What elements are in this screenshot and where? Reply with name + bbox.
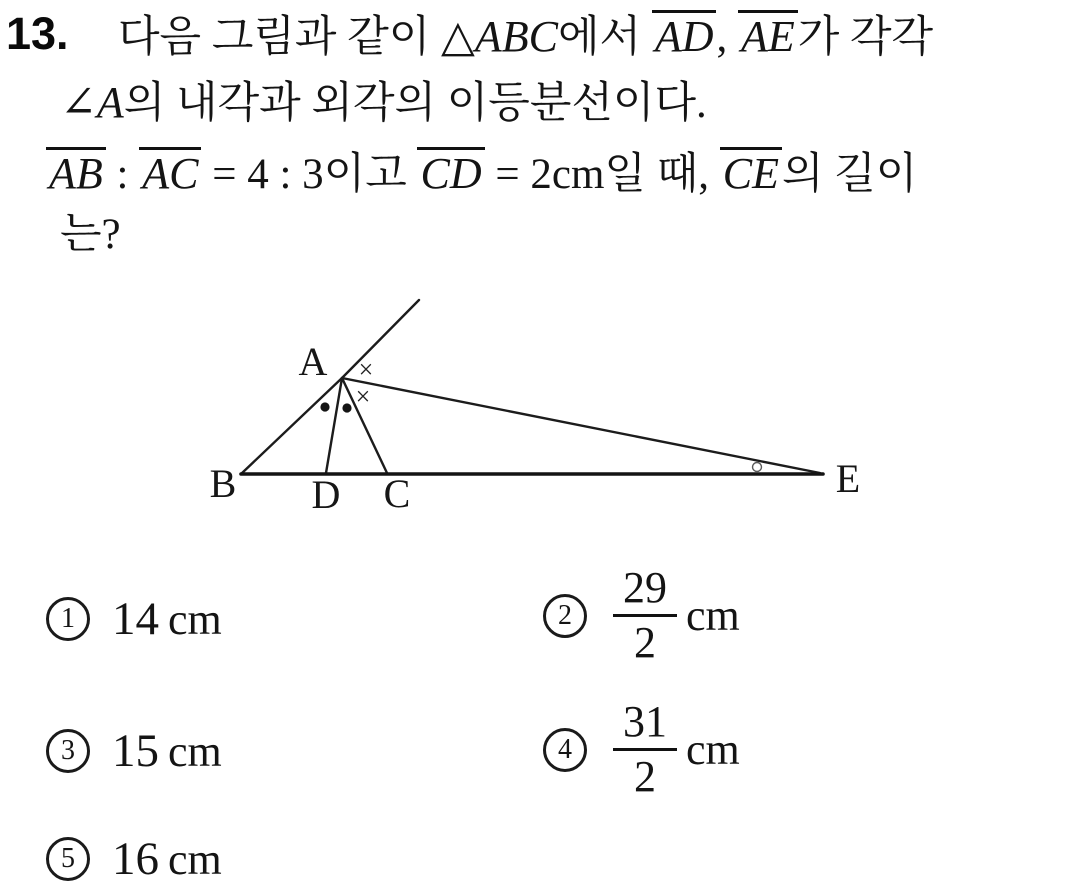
segment-BA: [241, 378, 342, 474]
choice-5-value: 16: [112, 833, 159, 885]
text-segment: 의 길이: [781, 151, 918, 198]
text-segment: 는?: [60, 211, 121, 258]
fraction-numerator: 29: [613, 565, 677, 617]
choice-4-circled-number: 4: [543, 728, 587, 772]
choice-4: [543, 699, 740, 800]
math-overline-AB: AB: [46, 147, 106, 197]
text-segment: 의 내각과 외각의 이등분선이다.: [123, 80, 707, 127]
choice-1-value: 14: [112, 593, 159, 645]
choice-4-fraction: [613, 699, 677, 800]
math-overline-AC: AC: [139, 147, 201, 197]
choice-3-circled-number: 3: [46, 729, 90, 773]
problem-number: 13.: [6, 8, 69, 59]
vertex-label-C: C: [383, 471, 411, 516]
text-segment: 일 때,: [604, 151, 720, 198]
angle-cross-mark-1: ×: [358, 355, 374, 384]
math-overline-CE: CE: [720, 147, 782, 197]
text-segment: :: [105, 151, 140, 198]
choice-3-value: 15: [112, 725, 159, 777]
text-segment: ,: [716, 14, 738, 61]
unit-label: cm: [551, 151, 605, 198]
choice-5-unit: cm: [168, 834, 222, 884]
segment-AE: [342, 378, 820, 473]
choice-5-circled-number: 5: [46, 837, 90, 881]
segment-AC: [342, 378, 387, 473]
choice-1: [46, 592, 222, 646]
problem-line-3: [46, 147, 917, 201]
text-segment: 다음 그림과 같이: [118, 14, 442, 61]
ratio-value: = 4 : 3: [201, 151, 324, 198]
math-overline-CD: CD: [417, 147, 484, 197]
text-segment: 가 각각: [797, 14, 934, 61]
math-overline-AE: AE: [738, 10, 798, 60]
angle-mark-E: [753, 463, 762, 472]
math-term-angle-A: ∠A: [60, 78, 124, 127]
choice-2: [543, 565, 740, 666]
choice-4-unit: cm: [686, 725, 740, 775]
choice-5: [46, 832, 222, 886]
choice-1-unit: cm: [168, 594, 222, 644]
math-overline-AD: AD: [652, 10, 717, 60]
angle-dot-mark-2: [342, 403, 351, 412]
text-segment: 이고: [323, 151, 418, 198]
choice-3-unit: cm: [168, 726, 222, 776]
math-term-triangle-ABC: △ABC: [441, 12, 558, 61]
vertex-label-B: B: [209, 461, 237, 506]
choice-2-unit: cm: [686, 591, 740, 641]
vertex-label-A: A: [298, 339, 328, 384]
fraction-denominator: 2: [634, 618, 656, 668]
choice-2-circled-number: 2: [543, 594, 587, 638]
angle-dot-mark-1: [320, 402, 329, 411]
choice-1-circled-number: 1: [46, 597, 90, 641]
choice-2-fraction: [613, 565, 677, 666]
choice-3: [46, 724, 222, 778]
segment-AD: [326, 378, 342, 473]
length-value: = 2: [484, 151, 552, 198]
ray-BA-extension: [342, 300, 419, 378]
vertex-label-D: D: [311, 472, 341, 517]
text-segment: 에서: [557, 14, 652, 61]
problem-line-1: [118, 10, 933, 64]
fraction-numerator: 31: [613, 699, 677, 751]
fraction-denominator: 2: [634, 752, 656, 802]
angle-cross-mark-2: ×: [355, 382, 371, 411]
vertex-label-E: E: [835, 456, 861, 501]
problem-line-4: [60, 210, 121, 261]
problem-line-2: [60, 77, 707, 130]
